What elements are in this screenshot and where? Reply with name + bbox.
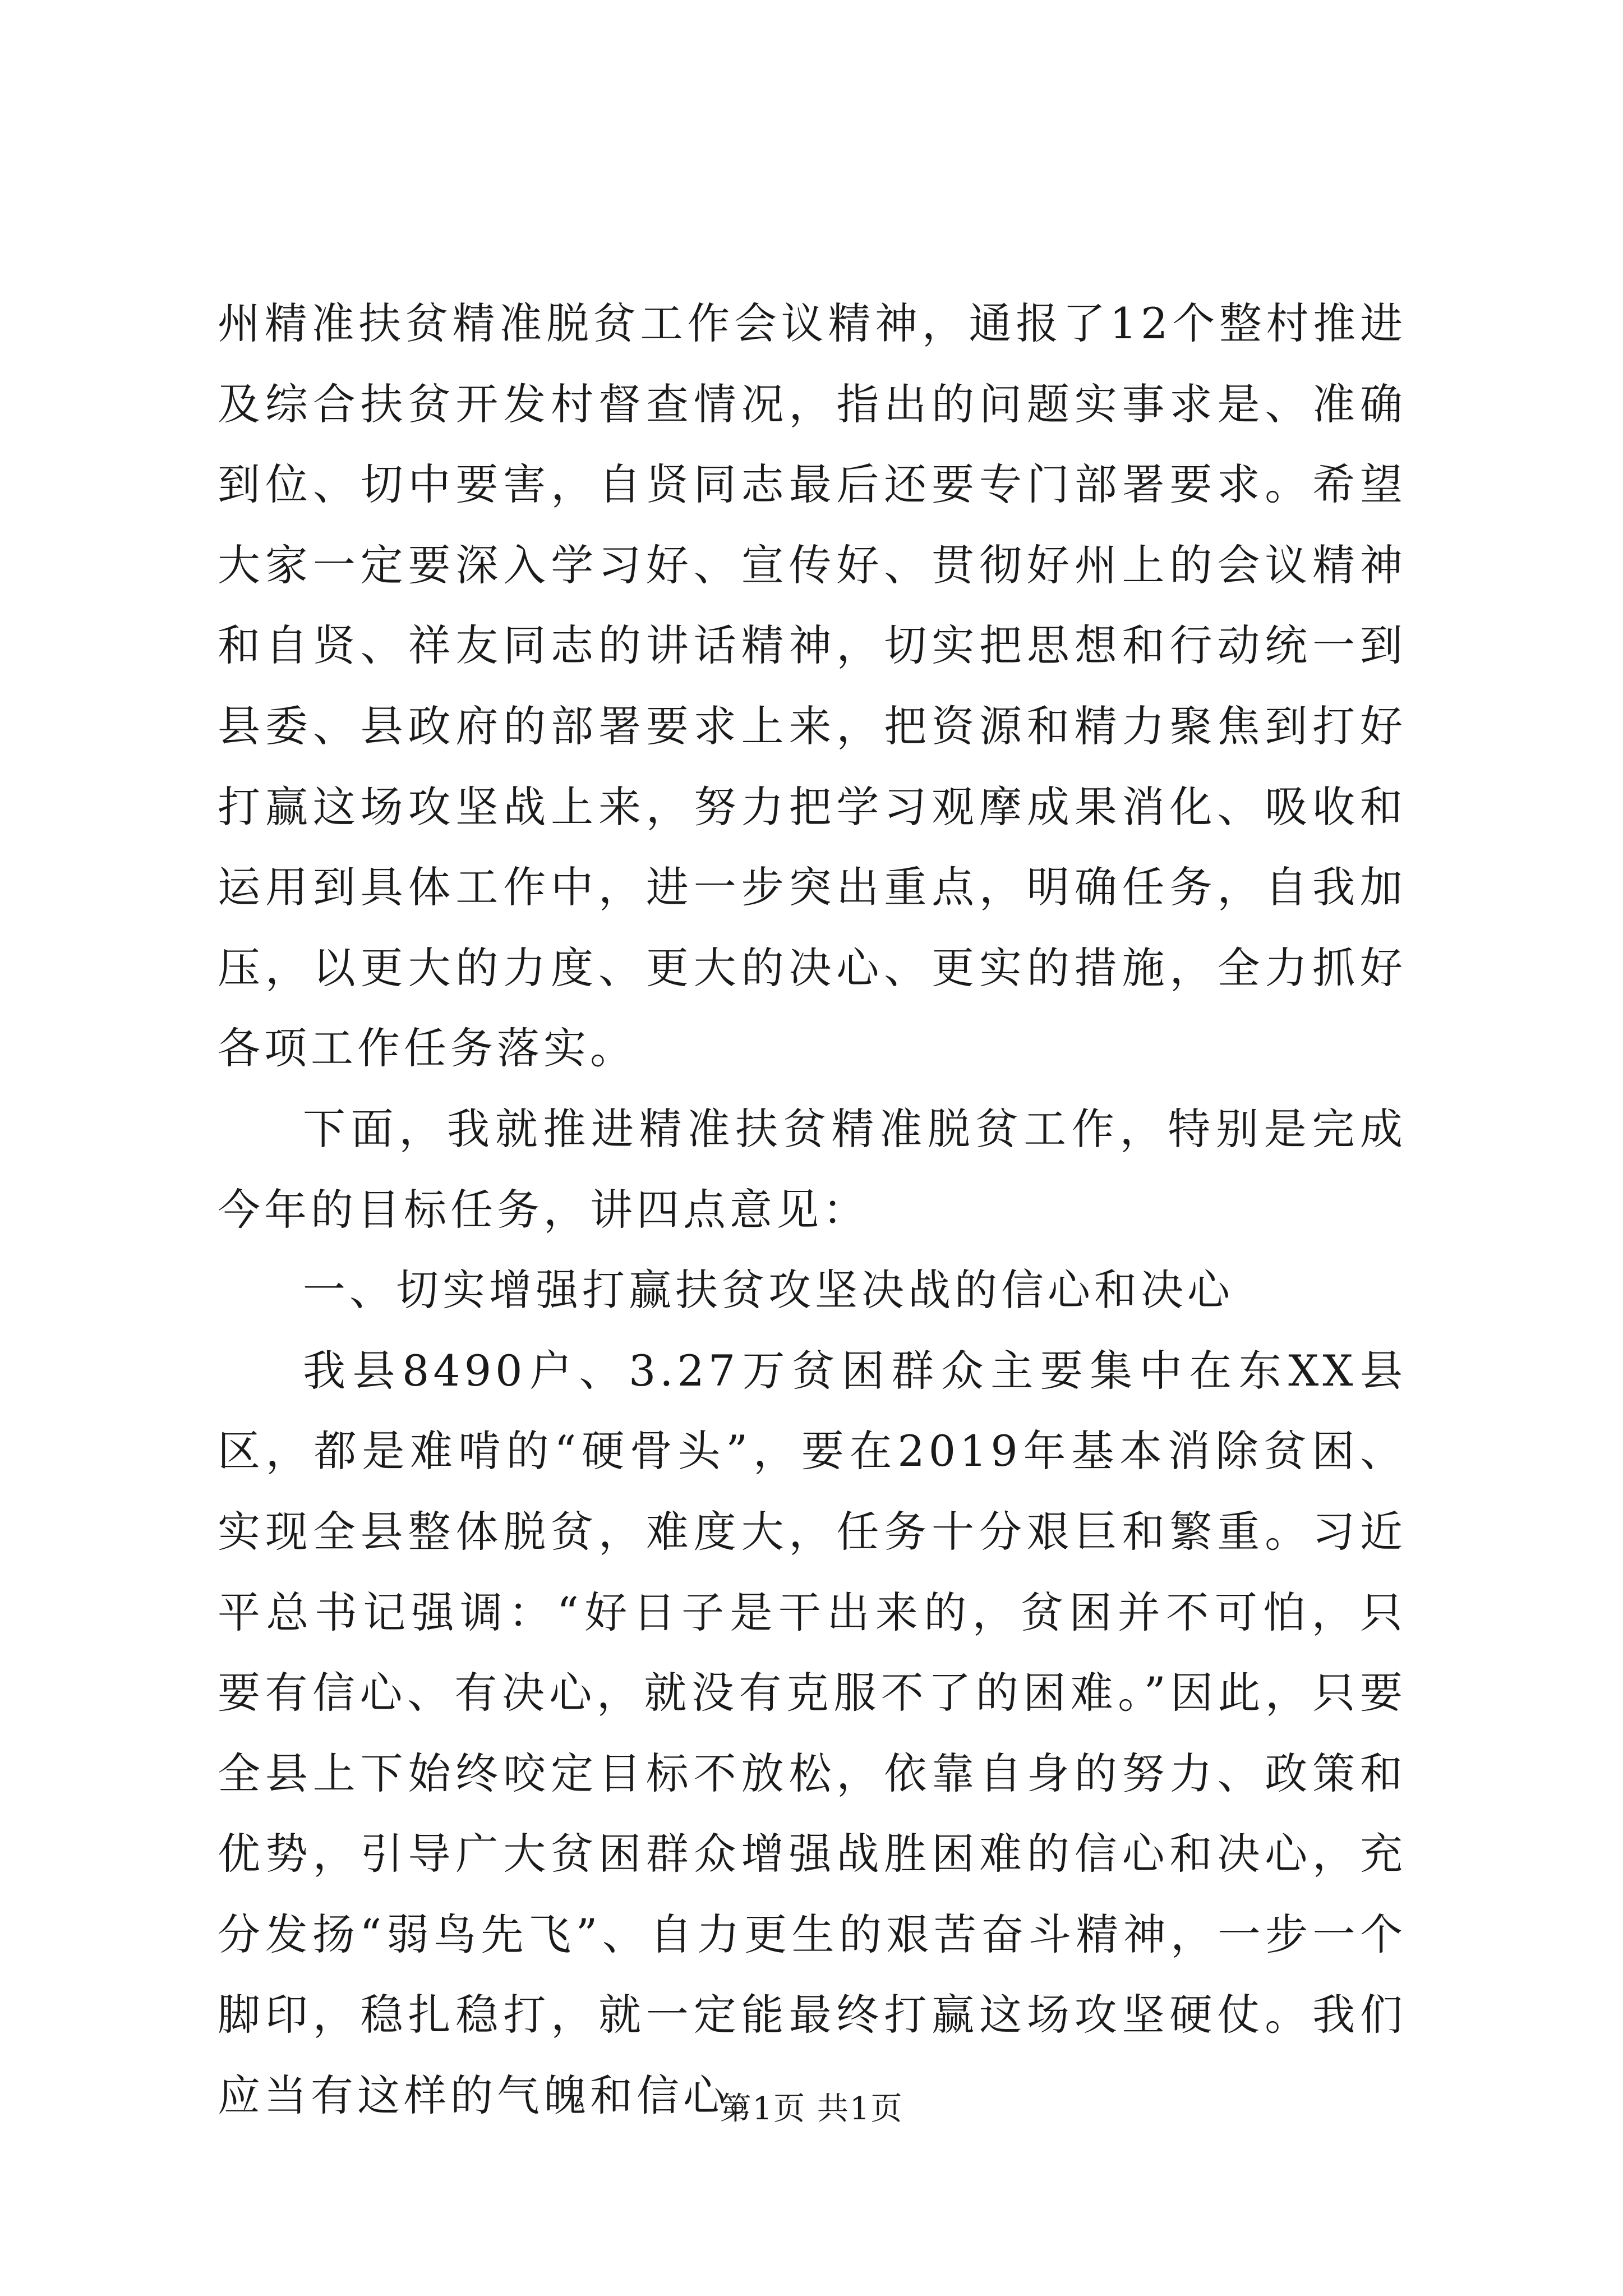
section-heading: 一、切实增强打赢扶贫攻坚决战的信心和决心 <box>303 1265 1234 1315</box>
document-body <box>218 283 1407 2136</box>
paragraph-continuation: 州精准扶贫精准脱贫工作会议精神，通报了12个整村推进及综合扶贫开发村督查情况，指出的问题实事求是、准确到位、切中要害，自贤同志最后还要专门部署要求。希望大家一定要深入学习好、宣传好、贯彻好州上的会议精神和自贤、祥友同志的讲话精神，切实把思想和行动统一到县委、县政府的部署要求上来，把资源和精力聚焦到打好打赢这场攻坚战上来，努力把学习观摩成果消化、吸收和运用到具体工作中，进一步突出重点，明确任务，自我加压，以更大的力度、更大的决心、更实的措施，全力抓好各项工作任务落实。 <box>218 298 1407 1074</box>
paragraph-body: 我县8490户、3.27万贫困群众主要集中在东XX县区，都是难啃的“硬骨头”，要在2019年基本消除贫困、实现全县整体脱贫，难度大，任务十分艰巨和繁重。习近平总书记强调：“好日子是干出来的，贫困并不可怕，只要有信心、有决心，就没有克服不了的困难。”因此，只要全县上下始终咬定目标不放松，依靠自身的努力、政策和优势，引导广大贫困群众增强战胜困难的信心和决心，充分发扬“弱鸟先飞”、自力更生的艰苦奋斗精神，一步一个脚印，稳扎稳打，就一定能最终打赢这场攻坚硬仗。我们应当有这样的气魄和信心。 <box>218 1345 1407 2121</box>
paragraph-intro: 下面，我就推进精准扶贫精准脱贫工作，特别是完成今年的目标任务，讲四点意见： <box>218 1103 1407 1235</box>
page-footer: 第1页 共1页 <box>720 2091 903 2127</box>
